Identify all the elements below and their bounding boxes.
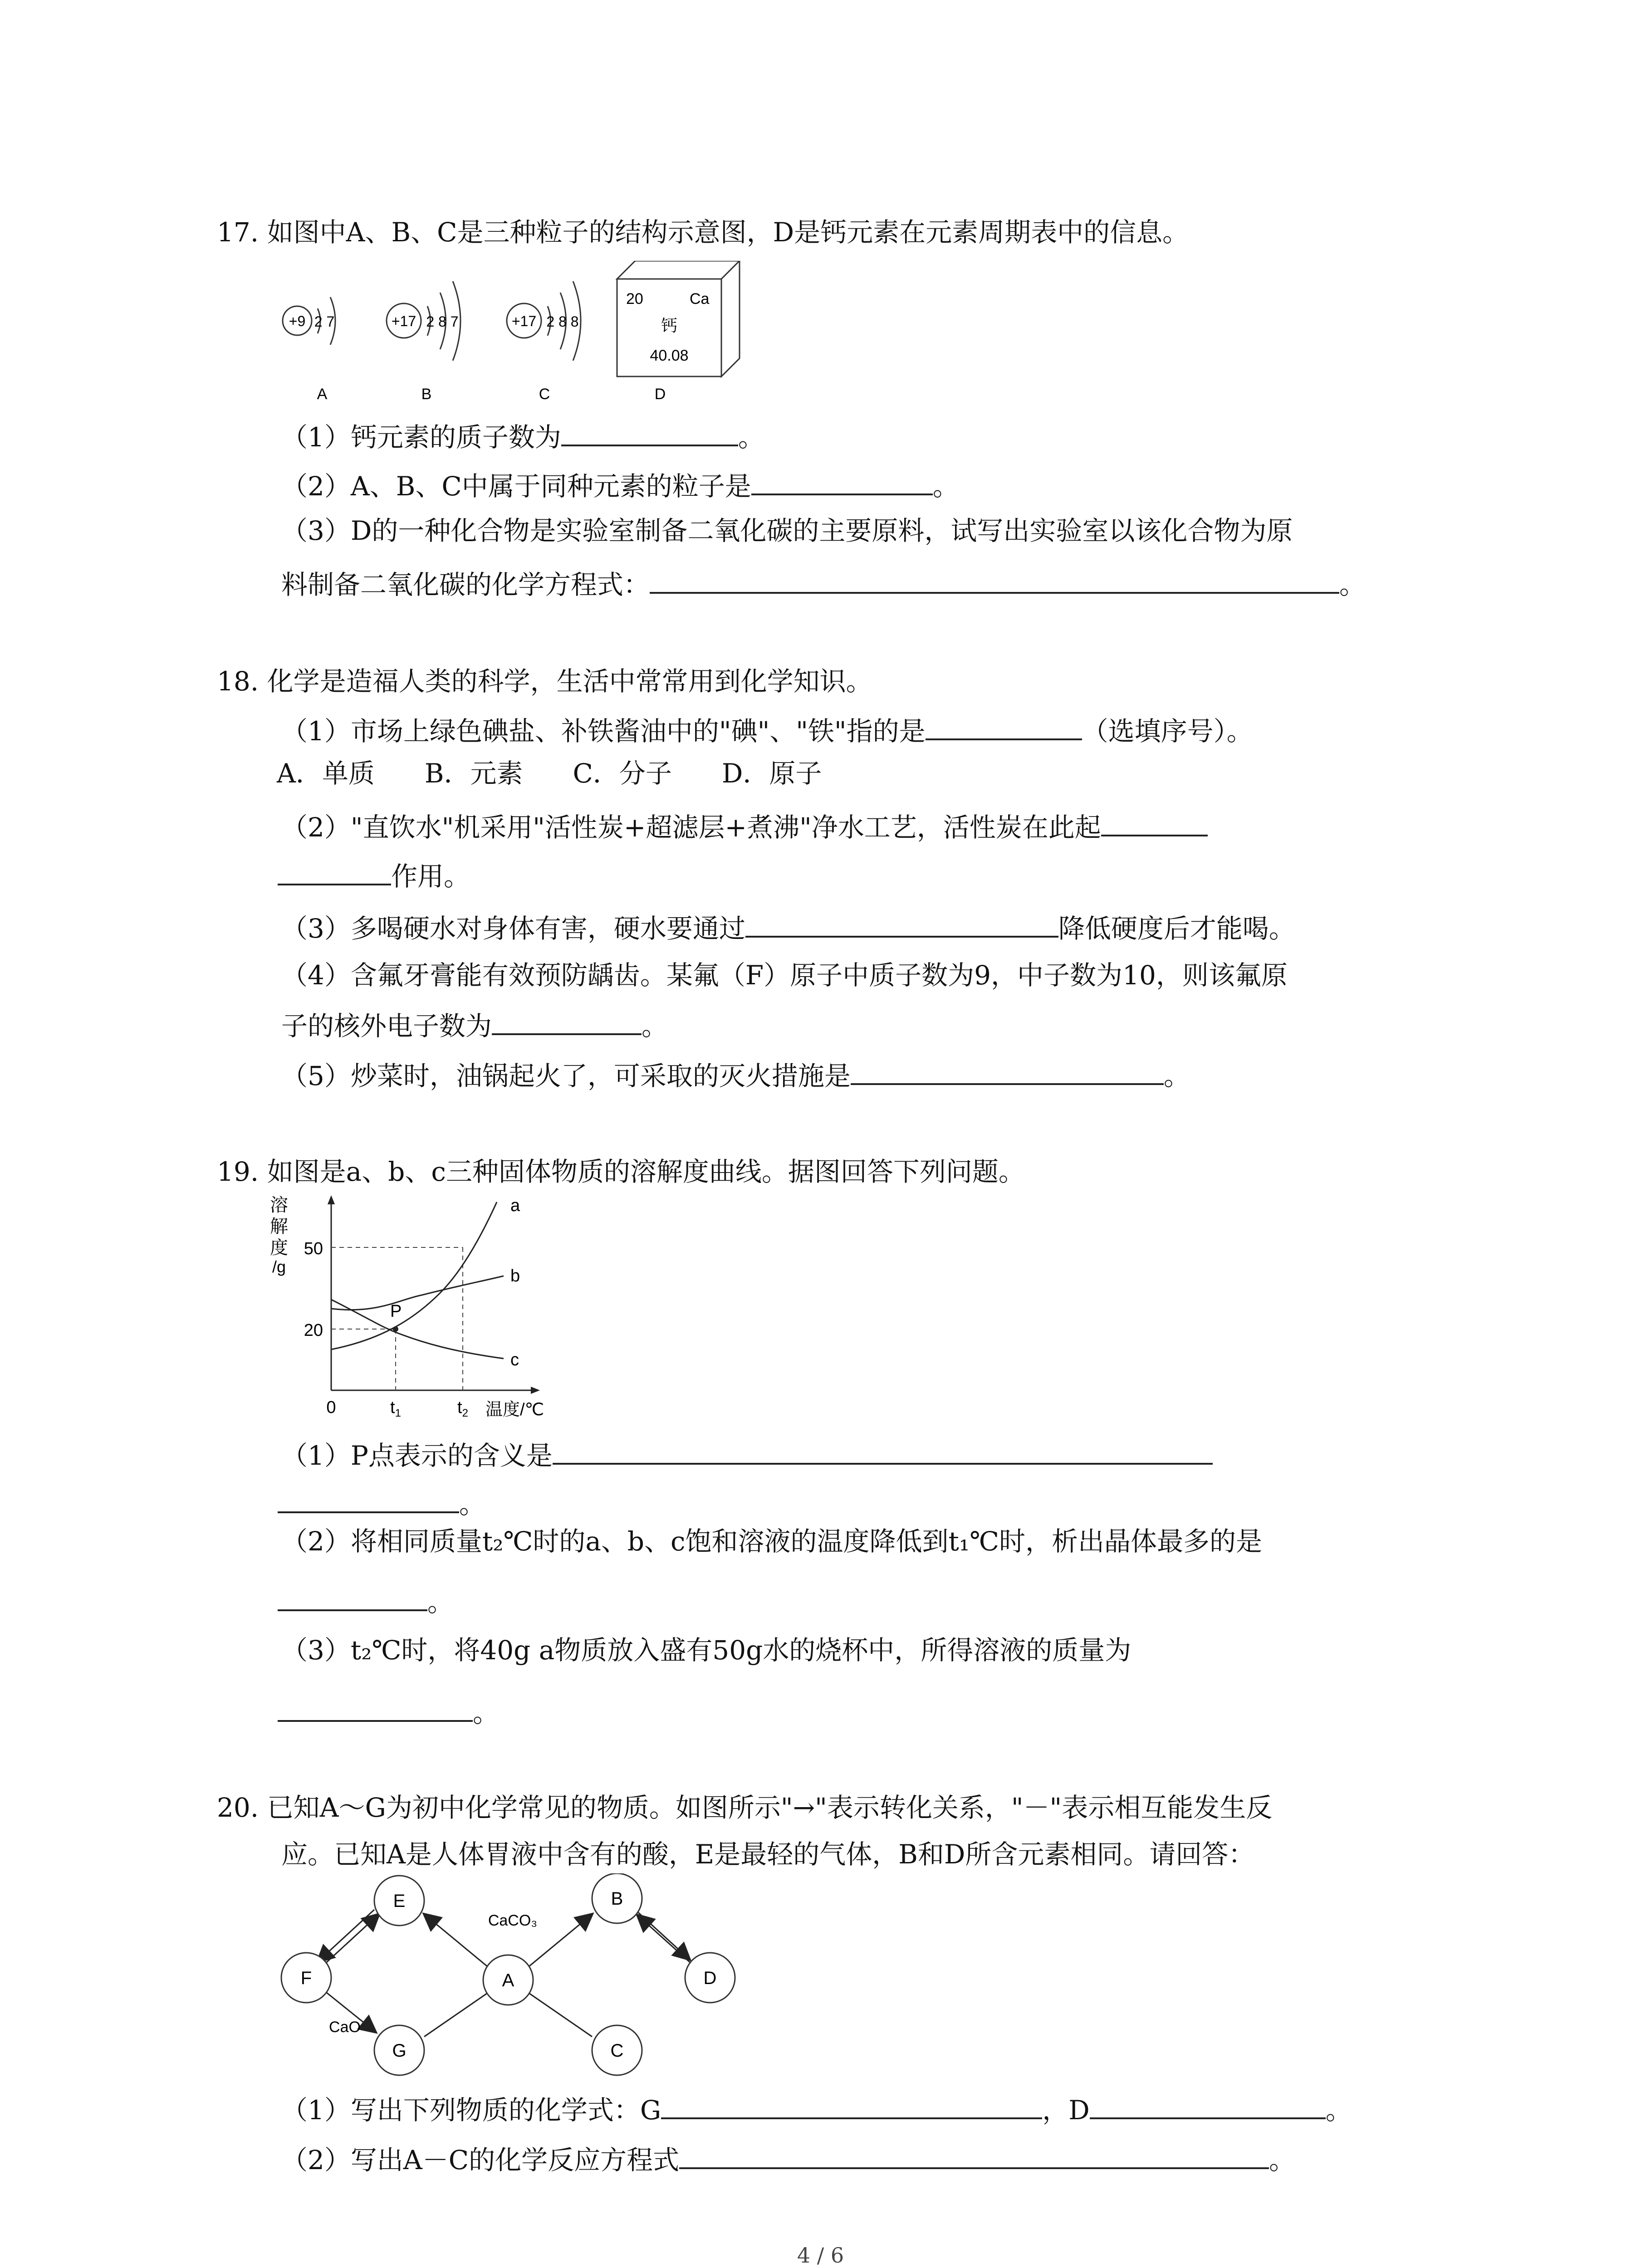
x-tick-t2: $t_2$ bbox=[457, 1398, 468, 1419]
q20-answer-g[interactable] bbox=[661, 2090, 1042, 2119]
q19-part3-line2: 。 bbox=[281, 1693, 499, 1731]
q18-part3: （3）多喝硬水对身体有害，硬水要通过 降低硬度后才能喝。 bbox=[281, 909, 1295, 947]
q19-answer-3[interactable] bbox=[278, 1693, 473, 1722]
q19-stem: 19. 如图是a、b、c三种固体物质的溶解度曲线。据图回答下列问题。 bbox=[217, 1156, 1025, 1187]
q17-answer-1[interactable] bbox=[561, 417, 738, 446]
q17-answer-3[interactable] bbox=[650, 565, 1339, 594]
series-b-curve bbox=[331, 1276, 504, 1310]
atom-b-shells: 2 8 7 bbox=[426, 313, 459, 330]
q18-answer-2a[interactable] bbox=[1101, 807, 1208, 836]
series-a-curve bbox=[331, 1202, 497, 1349]
q19-part1-line2: 。 bbox=[281, 1484, 485, 1522]
y-axis-label-1: 溶 bbox=[270, 1195, 288, 1215]
svg-text:C: C bbox=[539, 386, 550, 403]
series-b-label: b bbox=[510, 1266, 520, 1286]
q20-stem-line2: 应。已知A是人体胃液中含有的酸，E是最轻的气体，B和D所含元素相同。请回答： bbox=[281, 1839, 1255, 1870]
node-d: D bbox=[703, 1968, 717, 1988]
q18-answer-1[interactable] bbox=[926, 711, 1082, 740]
q18-answer-5[interactable] bbox=[851, 1056, 1164, 1085]
series-c-label: c bbox=[510, 1350, 519, 1369]
node-f: F bbox=[300, 1968, 312, 1988]
q18-option-d[interactable]: D．原子 bbox=[721, 758, 822, 789]
edge-label-caco3: CaCO₃ bbox=[488, 1912, 538, 1929]
q17-part3-line1: （3）D的一种化合物是实验室制备二氧化碳的主要原料，试写出实验室以该化合物为原 bbox=[281, 515, 1293, 546]
atom-a-shells: 2 7 bbox=[314, 313, 335, 330]
node-g: G bbox=[392, 2041, 407, 2061]
series-a-label: a bbox=[510, 1196, 520, 1215]
svg-text:D: D bbox=[654, 386, 666, 403]
q18-answer-4[interactable] bbox=[492, 1006, 642, 1035]
y-tick-20: 20 bbox=[304, 1321, 323, 1340]
q19-part2-line2: 。 bbox=[281, 1582, 454, 1620]
q20-reaction-diagram bbox=[272, 1873, 744, 2082]
q19-answer-1b[interactable] bbox=[278, 1484, 459, 1513]
q17-part3-line2: 料制备二氧化碳的化学方程式： 。 bbox=[281, 565, 1366, 603]
node-b: B bbox=[611, 1889, 623, 1909]
ion-c-shells: 2 8 8 bbox=[546, 313, 579, 330]
node-a: A bbox=[502, 1970, 514, 1990]
q18-option-b[interactable]: B．元素 bbox=[424, 758, 523, 789]
q19-part1-line1: （1）P点表示的含义是 bbox=[281, 1436, 1213, 1474]
q18-option-a[interactable]: A．单质 bbox=[277, 758, 375, 789]
atom-b-diagram bbox=[387, 281, 460, 403]
q19-answer-2[interactable] bbox=[278, 1582, 427, 1611]
q19-solubility-chart bbox=[263, 1191, 590, 1422]
point-p bbox=[393, 1326, 398, 1332]
ion-c-nucleus: +17 bbox=[511, 313, 537, 329]
x-tick-0: 0 bbox=[326, 1398, 336, 1417]
q19-part3-line1: （3）t₂℃时，将40g a物质放入盛有50g水的烧杯中，所得溶液的质量为 bbox=[281, 1635, 1132, 1666]
q18-answer-3[interactable] bbox=[745, 909, 1058, 938]
q18-part2-line1: （2）"直饮水"机采用"活性炭+超滤层+煮沸"净水工艺，活性炭在此起 bbox=[281, 807, 1208, 846]
svg-text:20: 20 bbox=[626, 290, 643, 308]
x-tick-t1: $t_1$ bbox=[390, 1398, 401, 1419]
q20-answer-d[interactable] bbox=[1090, 2090, 1326, 2119]
q17-figure bbox=[272, 261, 762, 411]
point-p-label: P bbox=[390, 1302, 402, 1321]
q18-stem: 18. 化学是造福人类的科学，生活中常常用到化学知识。 bbox=[217, 666, 872, 697]
q18-part5: （5）炒菜时，油锅起火了，可采取的灭火措施是 。 bbox=[281, 1056, 1190, 1094]
svg-text:钙: 钙 bbox=[661, 316, 678, 335]
q17-part2: （2）A、B、C中属于同种元素的粒子是 。 bbox=[281, 466, 959, 504]
node-e: E bbox=[393, 1891, 406, 1911]
y-axis-label-2: 解 bbox=[270, 1217, 288, 1237]
atom-a-diagram bbox=[283, 297, 335, 403]
q18-part4-line1: （4）含氟牙膏能有效预防龋齿。某氟（F）原子中质子数为9，中子数为10，则该氟原 bbox=[281, 960, 1288, 991]
atom-b-nucleus: +17 bbox=[391, 313, 416, 329]
edge-label-cao: CaO bbox=[329, 2019, 361, 2036]
q18-part4-line2: 子的核外电子数为 。 bbox=[281, 1006, 668, 1044]
q20-stem-line1: 20. 已知A～G为初中化学常见的物质。如图所示"→"表示转化关系，"－"表示相互能发生反 bbox=[217, 1792, 1273, 1823]
q18-answer-2b[interactable] bbox=[278, 856, 391, 885]
q17-stem: 17. 如图中A、B、C是三种粒子的结构示意图，D是钙元素在元素周期表中的信息。 bbox=[217, 217, 1189, 248]
q20-part2: （2）写出A－C的化学反应方程式 。 bbox=[281, 2140, 1295, 2178]
node-c: C bbox=[610, 2041, 624, 2061]
svg-text:Ca: Ca bbox=[690, 290, 710, 308]
y-tick-50: 50 bbox=[304, 1239, 323, 1258]
y-axis-label-3: 度 bbox=[270, 1238, 288, 1258]
element-d-cell bbox=[617, 261, 740, 403]
svg-text:B: B bbox=[421, 386, 432, 403]
ion-c-diagram bbox=[507, 281, 581, 403]
page-number: 4 / 6 bbox=[797, 2243, 844, 2268]
q18-part2-line2: 作用。 bbox=[281, 856, 470, 894]
q20-part1: （1）写出下列物质的化学式：G ，D 。 bbox=[281, 2090, 1352, 2128]
q17-answer-2[interactable] bbox=[751, 466, 933, 495]
svg-text:A: A bbox=[317, 386, 328, 403]
svg-text:40.08: 40.08 bbox=[650, 347, 689, 364]
q19-part2-line1: （2）将相同质量t₂℃时的a、b、c饱和溶液的温度降低到t₁℃时，析出晶体最多的是 bbox=[281, 1526, 1262, 1557]
q18-options bbox=[277, 755, 872, 792]
atom-a-nucleus: +9 bbox=[289, 313, 306, 329]
q18-part1: （1）市场上绿色碘盐、补铁酱油中的"碘"、"铁"指的是 （选填序号）。 bbox=[281, 711, 1253, 749]
q18-option-c[interactable]: C．分子 bbox=[573, 758, 672, 789]
x-axis-label: 温度/℃ bbox=[485, 1400, 544, 1419]
q19-answer-1a[interactable] bbox=[553, 1436, 1213, 1465]
q17-part1: （1）钙元素的质子数为 。 bbox=[281, 417, 764, 455]
q20-answer-2[interactable] bbox=[679, 2140, 1269, 2169]
y-axis-label-4: /g bbox=[272, 1257, 286, 1276]
